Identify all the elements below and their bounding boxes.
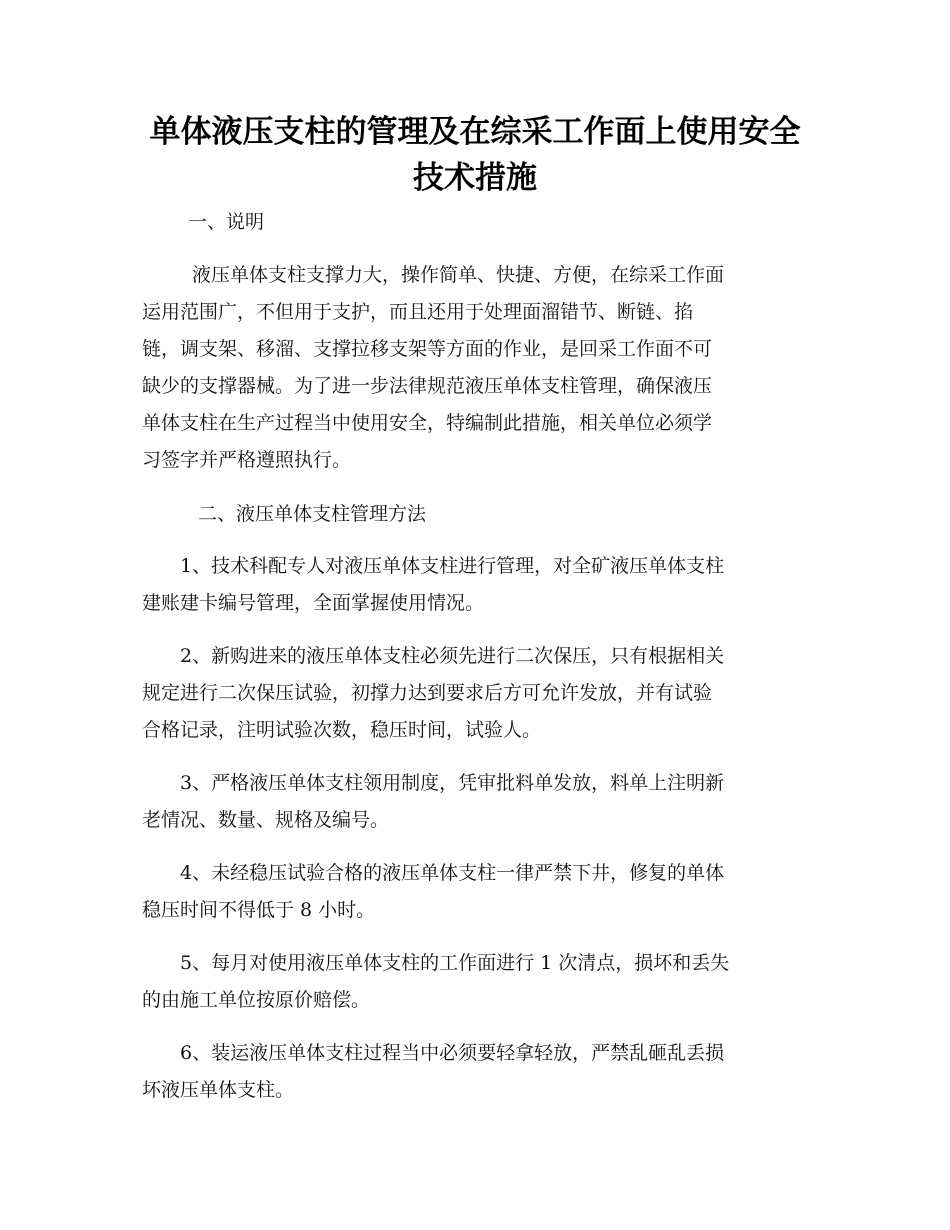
- text-line: 习签字并严格遵照执行。: [142, 449, 352, 471]
- numbered-item-6: [142, 1035, 808, 1109]
- text-line: 稳压时间不得低于 8 小时。: [142, 899, 376, 921]
- text-line: 单体支柱在生产过程当中使用安全，特编制此措施，相关单位必须学: [142, 412, 713, 434]
- numbered-item-2: [142, 638, 808, 749]
- text-line: 3、严格液压单体支柱领用制度，凭审批料单发放，料单上注明新: [180, 772, 725, 794]
- text-line: 的由施工单位按原价赔偿。: [142, 989, 371, 1011]
- document-title-line-2: 技术措施: [413, 160, 537, 196]
- text-line: 4、未经稳压试验合格的液压单体支柱一律严禁下井，修复的单体: [180, 862, 725, 884]
- numbered-item-4: [142, 855, 808, 929]
- section-heading-explanation: 一、说明: [188, 211, 265, 233]
- numbered-item-3: [142, 765, 808, 839]
- text-line: 建账建卡编号管理，全面掌握使用情况。: [142, 592, 485, 614]
- intro-paragraph: [142, 257, 808, 479]
- text-line: 液压单体支柱支撑力大，操作简单、快捷、方便，在综采工作面: [192, 264, 725, 286]
- text-line: 6、装运液压单体支柱过程当中必须要轻拿轻放，严禁乱砸乱丢损: [180, 1042, 725, 1064]
- text-line: 5、每月对使用液压单体支柱的工作面进行 1 次清点，损坏和丢失: [180, 952, 730, 974]
- text-line: 规定进行二次保压试验，初撑力达到要求后方可允许发放，并有试验: [142, 682, 713, 704]
- section-heading-management-methods: 二、液压单体支柱管理方法: [198, 503, 427, 525]
- text-line: 缺少的支撑器械。为了进一步法律规范液压单体支柱管理，确保液压: [142, 375, 713, 397]
- text-line: 坏液压单体支柱。: [142, 1079, 295, 1101]
- text-line: 运用范围广，不但用于支护，而且还用于处理面溜错节、断链、掐: [142, 301, 694, 323]
- text-line: 1、技术科配专人对液压单体支柱进行管理，对全矿液压单体支柱: [180, 555, 725, 577]
- text-line: 链，调支架、移溜、支撑拉移支架等方面的作业，是回采工作面不可: [142, 338, 713, 360]
- text-line: 老情况、数量、规格及编号。: [142, 809, 390, 831]
- text-line: 2、新购进来的液压单体支柱必须先进行二次保压，只有根据相关: [180, 645, 725, 667]
- text-line: 合格记录，注明试验次数，稳压时间，试验人。: [142, 719, 542, 741]
- document-title-line-1: 单体液压支柱的管理及在综采工作面上使用安全: [149, 114, 801, 150]
- numbered-item-5: [142, 945, 808, 1019]
- numbered-item-1: [142, 548, 808, 622]
